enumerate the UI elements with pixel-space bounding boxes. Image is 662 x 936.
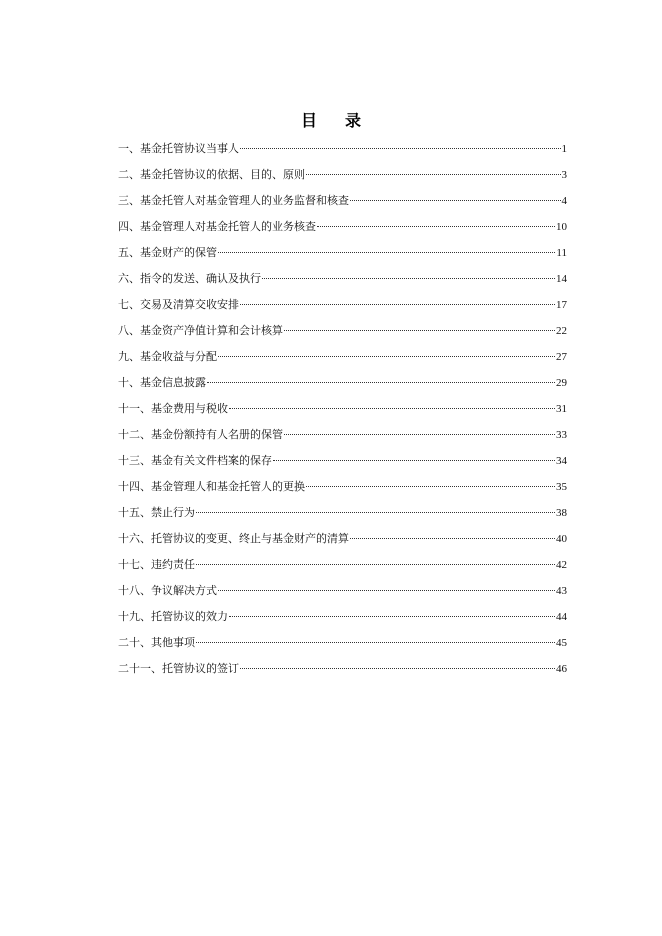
toc-dot-leader	[207, 382, 555, 383]
toc-entry-label: 十九、托管协议的效力	[118, 610, 228, 623]
toc-page-number: 29	[556, 377, 567, 389]
toc-entry[interactable]	[118, 244, 567, 270]
toc-entry[interactable]	[118, 296, 567, 322]
toc-dot-leader	[229, 616, 555, 617]
toc-dot-leader	[284, 330, 555, 331]
toc-entry-label: 五、基金财产的保管	[118, 246, 217, 259]
toc-entry[interactable]	[118, 556, 567, 582]
toc-dot-leader	[196, 564, 555, 565]
toc-page-number: 38	[556, 507, 567, 519]
toc-page-number: 3	[561, 169, 567, 181]
toc-page-number: 31	[556, 403, 567, 415]
toc-entry[interactable]	[118, 504, 567, 530]
toc-entry[interactable]	[118, 270, 567, 296]
toc-dot-leader	[218, 356, 555, 357]
toc-entry-label: 十四、基金管理人和基金托管人的更换	[118, 480, 305, 493]
title-part-1: 目	[300, 111, 317, 130]
toc-dot-leader	[196, 642, 555, 643]
toc-page-number: 34	[556, 455, 567, 467]
toc-entry[interactable]	[118, 608, 567, 634]
toc-dot-leader	[240, 668, 555, 669]
toc-dot-leader	[262, 278, 555, 279]
toc-dot-leader	[229, 408, 555, 409]
toc-entry-label: 七、交易及清算交收安排	[118, 298, 239, 311]
toc-entry-label: 三、基金托管人对基金管理人的业务监督和核查	[118, 194, 349, 207]
toc-entry[interactable]	[118, 192, 567, 218]
toc-entry-label: 二十一、托管协议的签订	[118, 662, 239, 675]
toc-entry[interactable]	[118, 582, 567, 608]
toc-page-number: 14	[556, 273, 567, 285]
toc-page-number: 11	[556, 247, 567, 259]
toc-dot-leader	[240, 304, 555, 305]
toc-entry[interactable]	[118, 374, 567, 400]
toc-entry-label: 十二、基金份额持有人名册的保管	[118, 428, 283, 441]
toc-entry-label: 一、基金托管协议当事人	[118, 142, 239, 155]
toc-entry-label: 十五、禁止行为	[118, 506, 195, 519]
toc-dot-leader	[350, 200, 561, 201]
toc-entry-label: 二、基金托管协议的依据、目的、原则	[118, 168, 305, 181]
toc-entry-label: 十七、违约责任	[118, 558, 195, 571]
toc-entry-label: 十八、争议解决方式	[118, 584, 217, 597]
toc-dot-leader	[306, 174, 561, 175]
toc-entry[interactable]	[118, 140, 567, 166]
toc-entry[interactable]	[118, 166, 567, 192]
toc-dot-leader	[350, 538, 555, 539]
toc-entry-label: 二十、其他事项	[118, 636, 195, 649]
toc-entry[interactable]	[118, 426, 567, 452]
page-title	[0, 108, 662, 131]
toc-page-number: 17	[556, 299, 567, 311]
toc-entry-label: 八、基金资产净值计算和会计核算	[118, 324, 283, 337]
toc-entry[interactable]	[118, 660, 567, 686]
toc-page-number: 22	[556, 325, 567, 337]
toc-entry-label: 四、基金管理人对基金托管人的业务核查	[118, 220, 316, 233]
table-of-contents	[118, 140, 567, 686]
toc-dot-leader	[306, 486, 555, 487]
title-part-2: 录	[345, 111, 362, 130]
toc-page-number: 27	[556, 351, 567, 363]
toc-page-number: 43	[556, 585, 567, 597]
toc-page-number: 4	[561, 195, 567, 207]
toc-entry[interactable]	[118, 530, 567, 556]
toc-entry[interactable]	[118, 218, 567, 244]
toc-dot-leader	[196, 512, 555, 513]
toc-page-number: 35	[556, 481, 567, 493]
toc-dot-leader	[284, 434, 555, 435]
toc-dot-leader	[317, 226, 555, 227]
toc-entry[interactable]	[118, 400, 567, 426]
toc-entry[interactable]	[118, 634, 567, 660]
toc-entry[interactable]	[118, 348, 567, 374]
toc-page-number: 46	[556, 663, 567, 675]
toc-entry-label: 九、基金收益与分配	[118, 350, 217, 363]
toc-page-number: 42	[556, 559, 567, 571]
toc-dot-leader	[273, 460, 555, 461]
toc-page-number: 44	[556, 611, 567, 623]
toc-page-number: 45	[556, 637, 567, 649]
toc-entry-label: 六、指令的发送、确认及执行	[118, 272, 261, 285]
toc-page-number: 40	[556, 533, 567, 545]
toc-entry-label: 十三、基金有关文件档案的保存	[118, 454, 272, 467]
toc-dot-leader	[240, 148, 561, 149]
toc-entry-label: 十六、托管协议的变更、终止与基金财产的清算	[118, 532, 349, 545]
toc-page-number: 10	[556, 221, 567, 233]
toc-entry[interactable]	[118, 322, 567, 348]
toc-page-number: 33	[556, 429, 567, 441]
toc-entry-label: 十、基金信息披露	[118, 376, 206, 389]
toc-dot-leader	[218, 252, 555, 253]
toc-entry[interactable]	[118, 452, 567, 478]
toc-dot-leader	[218, 590, 555, 591]
toc-page-number: 1	[561, 143, 567, 155]
toc-entry[interactable]	[118, 478, 567, 504]
toc-entry-label: 十一、基金费用与税收	[118, 402, 228, 415]
